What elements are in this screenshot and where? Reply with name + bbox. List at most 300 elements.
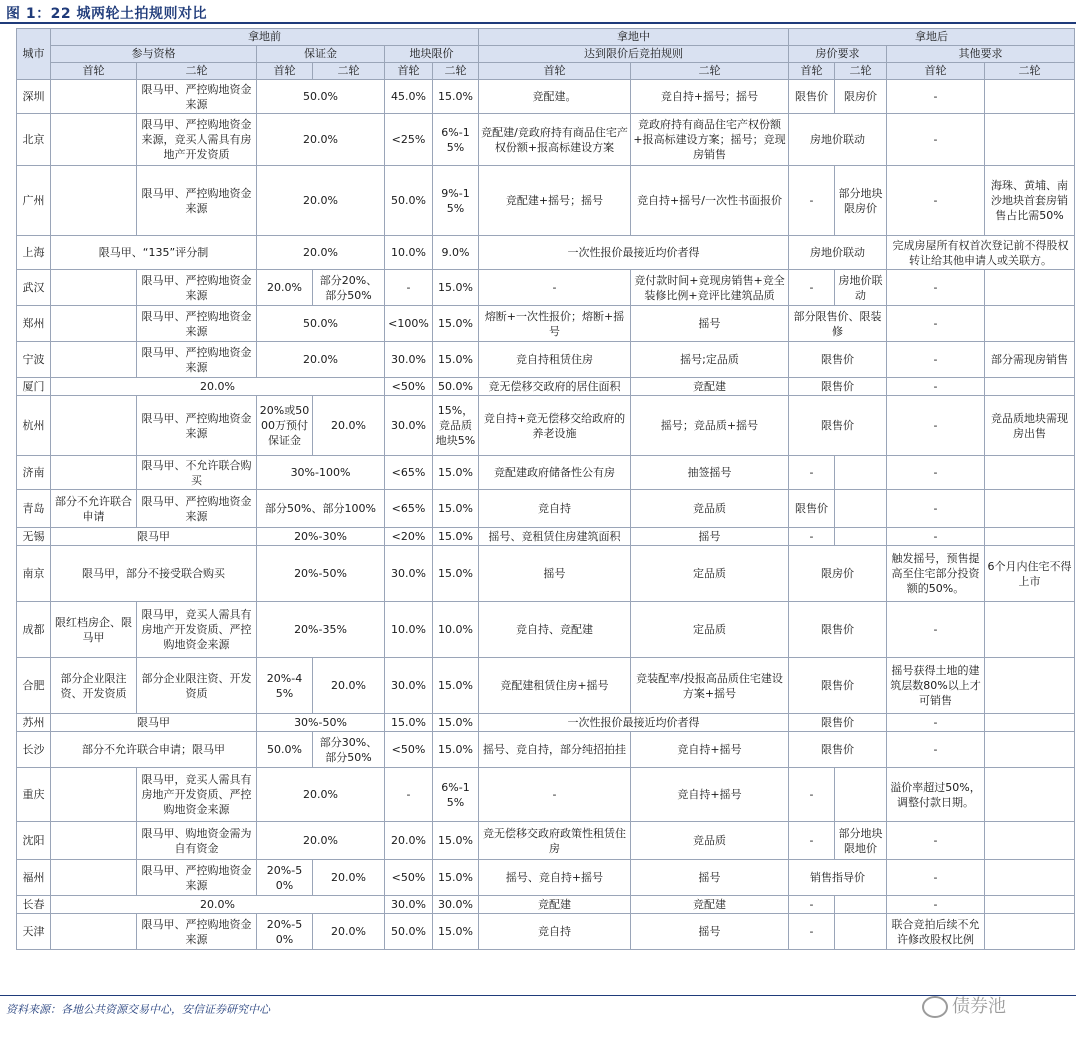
round1-label: 首轮: [51, 63, 137, 80]
group-during: 拿地中: [479, 29, 789, 46]
table-cell: 9%-15%: [433, 166, 479, 236]
city-cell: 武汉: [17, 270, 51, 306]
table-cell: 限售价: [789, 342, 887, 378]
table-cell: [985, 80, 1075, 114]
table-cell: 限售价: [789, 732, 887, 768]
table-cell: -: [479, 270, 631, 306]
table-row: [17, 456, 1075, 490]
col-other: 其他要求: [887, 46, 1075, 63]
table-cell: 限马甲、严控购地资金来源: [137, 166, 257, 236]
table-cell: <100%: [385, 306, 433, 342]
table-cell: 竞品质: [631, 490, 789, 528]
table-cell: 15.0%: [433, 658, 479, 714]
table-cell: <50%: [385, 732, 433, 768]
city-cell: 天津: [17, 914, 51, 950]
table-cell: [985, 270, 1075, 306]
table-cell: 限房价: [789, 546, 887, 602]
wechat-icon: [922, 996, 948, 1018]
table-cell: 销售指导价: [789, 860, 887, 896]
table-cell: 15.0%: [385, 714, 433, 732]
table-cell: 10.0%: [385, 602, 433, 658]
table-row: [17, 914, 1075, 950]
table-cell: 20%-45%: [257, 658, 313, 714]
table-cell: 摇号;定品质: [631, 342, 789, 378]
table-cell: [985, 306, 1075, 342]
table-cell: 竞配建: [479, 896, 631, 914]
table-row: [17, 732, 1075, 768]
table-cell: -: [789, 270, 835, 306]
table-cell: 竞装配率/投报高品质住宅建设方案+摇号: [631, 658, 789, 714]
watermark-text: 债券池: [952, 996, 1006, 1017]
col-house-price: 房价要求: [789, 46, 887, 63]
round2-label: 二轮: [433, 63, 479, 80]
table-cell: 竞付款时间+竞现房销售+竞全装修比例+竞评比建筑品质: [631, 270, 789, 306]
table-cell: 限马甲、严控购地资金来源: [137, 914, 257, 950]
table-cell: 20.0%: [257, 768, 385, 822]
table-cell: 限售价: [789, 714, 887, 732]
city-cell: 福州: [17, 860, 51, 896]
table-cell: -: [887, 342, 985, 378]
table-cell: 部分限售价、限装修: [789, 306, 887, 342]
table-cell: -: [789, 528, 835, 546]
table-cell: [51, 166, 137, 236]
table-cell: 30%-100%: [257, 456, 385, 490]
table-cell: 15.0%: [433, 860, 479, 896]
figure-title: 图 1：22 城两轮土拍规则对比: [6, 6, 207, 22]
city-cell: 苏州: [17, 714, 51, 732]
source-note: 资料来源：各地公共资源交易中心，安信证券研究中心: [6, 1003, 270, 1016]
table-cell: -: [385, 768, 433, 822]
table-cell: 20.0%: [257, 342, 385, 378]
city-cell: 北京: [17, 114, 51, 166]
city-cell: 厦门: [17, 378, 51, 396]
table-cell: 竞配建租赁住房+摇号: [479, 658, 631, 714]
table-cell: [835, 490, 887, 528]
table-row: [17, 528, 1075, 546]
table-cell: -: [887, 490, 985, 528]
table-cell: 竞配建。: [479, 80, 631, 114]
table-cell: 限售价: [789, 80, 835, 114]
table-cell: <50%: [385, 860, 433, 896]
table-cell: <50%: [385, 378, 433, 396]
table-cell: 竞配建/竞政府持有商品住宅产权份额+报高标建设方案: [479, 114, 631, 166]
table-row: [17, 114, 1075, 166]
table-cell: <65%: [385, 456, 433, 490]
table-cell: 限马甲、严控购地资金来源: [137, 342, 257, 378]
table-cell: -: [887, 396, 985, 456]
table-cell: -: [789, 456, 835, 490]
city-cell: 重庆: [17, 768, 51, 822]
table-cell: [985, 714, 1075, 732]
table-cell: 竞自持租赁住房: [479, 342, 631, 378]
table-cell: -: [887, 714, 985, 732]
table-cell: 限马甲、严控购地资金来源: [137, 490, 257, 528]
header-row-1: [17, 29, 1075, 46]
table-cell: 一次性报价最接近均价者得: [479, 236, 789, 270]
table-cell: [985, 456, 1075, 490]
table-cell: [985, 528, 1075, 546]
table-cell: [985, 658, 1075, 714]
table-cell: 限马甲、严控购地资金来源: [137, 270, 257, 306]
city-cell: 无锡: [17, 528, 51, 546]
table-cell: 限售价: [789, 378, 887, 396]
table-cell: 部分50%、部分100%: [257, 490, 385, 528]
table-cell: 10.0%: [385, 236, 433, 270]
table-cell: 限马甲、严控购地资金来源: [137, 860, 257, 896]
city-cell: 济南: [17, 456, 51, 490]
table-cell: [51, 822, 137, 860]
table-cell: 20%-30%: [257, 528, 385, 546]
round2-label: 二轮: [313, 63, 385, 80]
table-row: [17, 490, 1075, 528]
table-cell: 30.0%: [385, 342, 433, 378]
table-cell: 摇号、竞自持+摇号: [479, 860, 631, 896]
table-cell: 9.0%: [433, 236, 479, 270]
table-row: [17, 306, 1075, 342]
table-cell: 20.0%: [257, 270, 313, 306]
table-cell: 竞自持: [479, 914, 631, 950]
table-cell: 一次性报价最接近均价者得: [479, 714, 789, 732]
table-cell: 15.0%: [433, 342, 479, 378]
table-cell: 部分企业限注资、开发资质: [51, 658, 137, 714]
table-cell: 6个月内住宅不得上市: [985, 546, 1075, 602]
table-cell: <25%: [385, 114, 433, 166]
table-cell: -: [887, 80, 985, 114]
table-row: [17, 714, 1075, 732]
table-cell: [51, 306, 137, 342]
city-cell: 成都: [17, 602, 51, 658]
table-cell: [835, 456, 887, 490]
table-cell: 限房价: [835, 80, 887, 114]
table-cell: -: [789, 166, 835, 236]
table-cell: 部分企业限注资、开发资质: [137, 658, 257, 714]
table-cell: 20%或5000万预付保证金: [257, 396, 313, 456]
table-cell: 20.0%: [313, 860, 385, 896]
table-cell: 15.0%: [433, 80, 479, 114]
table-cell: -: [887, 456, 985, 490]
col-qualification: 参与资格: [51, 46, 257, 63]
table-cell: 熔断+一次性报价；熔断+摇号: [479, 306, 631, 342]
table-cell: 15.0%: [433, 306, 479, 342]
table-cell: 抽签摇号: [631, 456, 789, 490]
city-cell: 杭州: [17, 396, 51, 456]
table-cell: 限马甲、购地资金需为自有资金: [137, 822, 257, 860]
table-cell: 摇号: [631, 306, 789, 342]
table-cell: 20.0%: [385, 822, 433, 860]
table-cell: 摇号: [631, 860, 789, 896]
table-cell: 15.0%: [433, 914, 479, 950]
table-cell: -: [887, 270, 985, 306]
col-city: 城市: [17, 29, 51, 80]
round1-label: 首轮: [789, 63, 835, 80]
table-cell: 15.0%: [433, 822, 479, 860]
table-cell: 摇号: [631, 914, 789, 950]
table-cell: [985, 914, 1075, 950]
table-cell: 15.0%: [433, 490, 479, 528]
table-cell: 定品质: [631, 546, 789, 602]
table-cell: 部分地块限地价: [835, 822, 887, 860]
table-cell: -: [887, 114, 985, 166]
table-cell: 竞自持+竞无偿移交给政府的养老设施: [479, 396, 631, 456]
round1-label: 首轮: [479, 63, 631, 80]
table-cell: 海珠、黄埔、南沙地块首套房销售占比需50%: [985, 166, 1075, 236]
table-row: [17, 768, 1075, 822]
table-cell: 限售价: [789, 490, 835, 528]
table-cell: [985, 602, 1075, 658]
table-cell: 20%-50%: [257, 546, 385, 602]
table-cell: 15.0%: [433, 270, 479, 306]
table-row: [17, 546, 1075, 602]
table-cell: 30.0%: [385, 896, 433, 914]
table-cell: 竞配建政府储备性公有房: [479, 456, 631, 490]
table-cell: [51, 860, 137, 896]
table-cell: 限马甲，竞买人需具有房地产开发资质、严控购地资金来源: [137, 602, 257, 658]
table-row: [17, 270, 1075, 306]
table-cell: 10.0%: [433, 602, 479, 658]
round2-label: 二轮: [835, 63, 887, 80]
table-cell: 溢价率超过50%，调整付款日期。: [887, 768, 985, 822]
table-cell: 竞无偿移交政府的居住面积: [479, 378, 631, 396]
round2-label: 二轮: [985, 63, 1075, 80]
table-cell: 20.0%: [257, 166, 385, 236]
table-row: [17, 378, 1075, 396]
table-cell: -: [479, 768, 631, 822]
table-cell: 限售价: [789, 658, 887, 714]
table-cell: 20.0%: [51, 896, 385, 914]
table-row: [17, 80, 1075, 114]
table-cell: [985, 768, 1075, 822]
table-cell: 联合竞拍后续不允许修改股权比例: [887, 914, 985, 950]
table-cell: -: [887, 860, 985, 896]
table-cell: 20.0%: [257, 236, 385, 270]
group-before: 拿地前: [51, 29, 479, 46]
table-cell: 30.0%: [385, 658, 433, 714]
table-cell: -: [887, 896, 985, 914]
table-cell: 竞配建: [631, 896, 789, 914]
header-row-3: [17, 63, 1075, 80]
round2-label: 二轮: [631, 63, 789, 80]
table-cell: 限马甲、“135”评分制: [51, 236, 257, 270]
table-cell: -: [789, 822, 835, 860]
table-cell: 限马甲，竞买人需具有房地产开发资质、严控购地资金来源: [137, 768, 257, 822]
table-cell: [51, 342, 137, 378]
table-cell: -: [789, 896, 835, 914]
table-cell: 竞自持+摇号: [631, 768, 789, 822]
table-cell: [985, 896, 1075, 914]
table-cell: -: [887, 822, 985, 860]
table-cell: 50.0%: [257, 306, 385, 342]
table-cell: 摇号: [479, 546, 631, 602]
table-cell: 30.0%: [385, 546, 433, 602]
table-cell: [51, 456, 137, 490]
table-cell: 部分不允许联合申请；限马甲: [51, 732, 257, 768]
table-cell: 20%-50%: [257, 860, 313, 896]
table-cell: 部分20%、部分50%: [313, 270, 385, 306]
table-cell: [985, 378, 1075, 396]
table-cell: 限马甲、严控购地资金来源: [137, 80, 257, 114]
city-cell: 宁波: [17, 342, 51, 378]
table-cell: 15.0%: [433, 456, 479, 490]
table-cell: [51, 80, 137, 114]
city-cell: 长春: [17, 896, 51, 914]
table-row: [17, 822, 1075, 860]
table-cell: 定品质: [631, 602, 789, 658]
table-cell: 竞品质: [631, 822, 789, 860]
table-cell: 摇号、竞自持，部分纯招拍挂: [479, 732, 631, 768]
table-cell: 20%-35%: [257, 602, 385, 658]
table-cell: 15.0%: [433, 732, 479, 768]
table-cell: [51, 114, 137, 166]
round1-label: 首轮: [887, 63, 985, 80]
table-row: [17, 236, 1075, 270]
table-cell: 50.0%: [385, 914, 433, 950]
table-cell: 摇号: [631, 528, 789, 546]
city-cell: 深圳: [17, 80, 51, 114]
table-cell: [51, 768, 137, 822]
col-rule: 达到限价后竞拍规则: [479, 46, 789, 63]
table-row: [17, 342, 1075, 378]
table-cell: 50.0%: [257, 80, 385, 114]
city-cell: 青岛: [17, 490, 51, 528]
round2-label: 二轮: [137, 63, 257, 80]
table-cell: 45.0%: [385, 80, 433, 114]
round1-label: 首轮: [257, 63, 313, 80]
col-deposit: 保证金: [257, 46, 385, 63]
table-cell: 部分地块限房价: [835, 166, 887, 236]
table-row: [17, 396, 1075, 456]
table-cell: [51, 914, 137, 950]
table-cell: 房地价联动: [789, 114, 887, 166]
table-cell: 15%，竞品质地块5%: [433, 396, 479, 456]
table-cell: [985, 732, 1075, 768]
col-price-limit: 地块限价: [385, 46, 479, 63]
table-cell: 竞自持+摇号: [631, 732, 789, 768]
rules-table: [16, 28, 1075, 950]
header-row-2: [17, 46, 1075, 63]
table-cell: 房地价联动: [789, 236, 887, 270]
table-cell: 限马甲、不允许联合购买: [137, 456, 257, 490]
table-cell: 竞品质地块需现房出售: [985, 396, 1075, 456]
table-cell: 15.0%: [433, 546, 479, 602]
title-rule: [0, 22, 1076, 24]
table-cell: [835, 768, 887, 822]
table-cell: 20.0%: [257, 822, 385, 860]
source-rule: [0, 995, 1076, 996]
table-cell: 6%-15%: [433, 768, 479, 822]
table-cell: 限马甲: [51, 528, 257, 546]
table-cell: 20.0%: [257, 114, 385, 166]
watermark: [922, 992, 1006, 1018]
group-after: 拿地后: [789, 29, 1075, 46]
round1-label: 首轮: [385, 63, 433, 80]
city-cell: 上海: [17, 236, 51, 270]
table-cell: 部分30%、部分50%: [313, 732, 385, 768]
table-cell: 50.0%: [433, 378, 479, 396]
table-cell: 限售价: [789, 396, 887, 456]
city-cell: 郑州: [17, 306, 51, 342]
table-cell: 竞政府持有商品住宅产权份额+报高标建设方案；摇号；竞现房销售: [631, 114, 789, 166]
table-cell: 竞配建: [631, 378, 789, 396]
table-cell: 50.0%: [257, 732, 313, 768]
table-cell: -: [887, 378, 985, 396]
table-cell: 触发摇号，预售提高至住宅部分投资额的50%。: [887, 546, 985, 602]
table-cell: -: [887, 306, 985, 342]
table-cell: -: [887, 528, 985, 546]
table-cell: 30%-50%: [257, 714, 385, 732]
table-row: [17, 860, 1075, 896]
table-cell: 摇号获得土地的建筑层数80%以上才可销售: [887, 658, 985, 714]
table-cell: -: [789, 768, 835, 822]
table-cell: 20.0%: [313, 914, 385, 950]
city-cell: 广州: [17, 166, 51, 236]
table-cell: 20.0%: [313, 658, 385, 714]
table-cell: [835, 896, 887, 914]
table-cell: [985, 822, 1075, 860]
table-cell: -: [887, 166, 985, 236]
table-cell: 限马甲、严控购地资金来源: [137, 306, 257, 342]
table-cell: [835, 528, 887, 546]
table-cell: 竞自持+摇号/一次性书面报价: [631, 166, 789, 236]
table-cell: [985, 860, 1075, 896]
city-cell: 长沙: [17, 732, 51, 768]
table-cell: 竞配建+摇号；摇号: [479, 166, 631, 236]
table-cell: 竞无偿移交政府政策性租赁住房: [479, 822, 631, 860]
table-cell: 15.0%: [433, 714, 479, 732]
table-cell: 限马甲: [51, 714, 257, 732]
table-cell: [985, 490, 1075, 528]
table-cell: 50.0%: [385, 166, 433, 236]
table-cell: -: [887, 732, 985, 768]
table-cell: 30.0%: [385, 396, 433, 456]
table-cell: 部分需现房销售: [985, 342, 1075, 378]
table-cell: 20.0%: [313, 396, 385, 456]
city-cell: 合肥: [17, 658, 51, 714]
table-row: [17, 166, 1075, 236]
table-cell: 房地价联动: [835, 270, 887, 306]
table-cell: 完成房屋所有权首次登记前不得股权转让给其他申请人或关联方。: [887, 236, 1075, 270]
table-cell: [985, 114, 1075, 166]
city-cell: 南京: [17, 546, 51, 602]
table-cell: [51, 270, 137, 306]
table-cell: 限马甲、严控购地资金来源: [137, 396, 257, 456]
table-cell: 竞自持、竞配建: [479, 602, 631, 658]
table-cell: [51, 396, 137, 456]
table-cell: 摇号；竞品质+摇号: [631, 396, 789, 456]
city-cell: 沈阳: [17, 822, 51, 860]
table-cell: -: [789, 914, 835, 950]
table-cell: 15.0%: [433, 528, 479, 546]
table-cell: 竞自持+摇号；摇号: [631, 80, 789, 114]
table-row: [17, 658, 1075, 714]
table-cell: 部分不允许联合申请: [51, 490, 137, 528]
table-cell: <65%: [385, 490, 433, 528]
table-row: [17, 896, 1075, 914]
table-cell: 限马甲、严控购地资金来源，竞买人需具有房地产开发资质: [137, 114, 257, 166]
table-cell: 20.0%: [51, 378, 385, 396]
table-cell: [835, 914, 887, 950]
table-cell: 6%-15%: [433, 114, 479, 166]
table-cell: 摇号、竞租赁住房建筑面积: [479, 528, 631, 546]
table-row: [17, 602, 1075, 658]
table-cell: 竞自持: [479, 490, 631, 528]
table-cell: 限马甲，部分不接受联合购买: [51, 546, 257, 602]
table-cell: 限红档房企、限马甲: [51, 602, 137, 658]
table-cell: -: [887, 602, 985, 658]
table-cell: 20%-50%: [257, 914, 313, 950]
table-cell: <20%: [385, 528, 433, 546]
table-cell: 30.0%: [433, 896, 479, 914]
table-cell: 限售价: [789, 602, 887, 658]
